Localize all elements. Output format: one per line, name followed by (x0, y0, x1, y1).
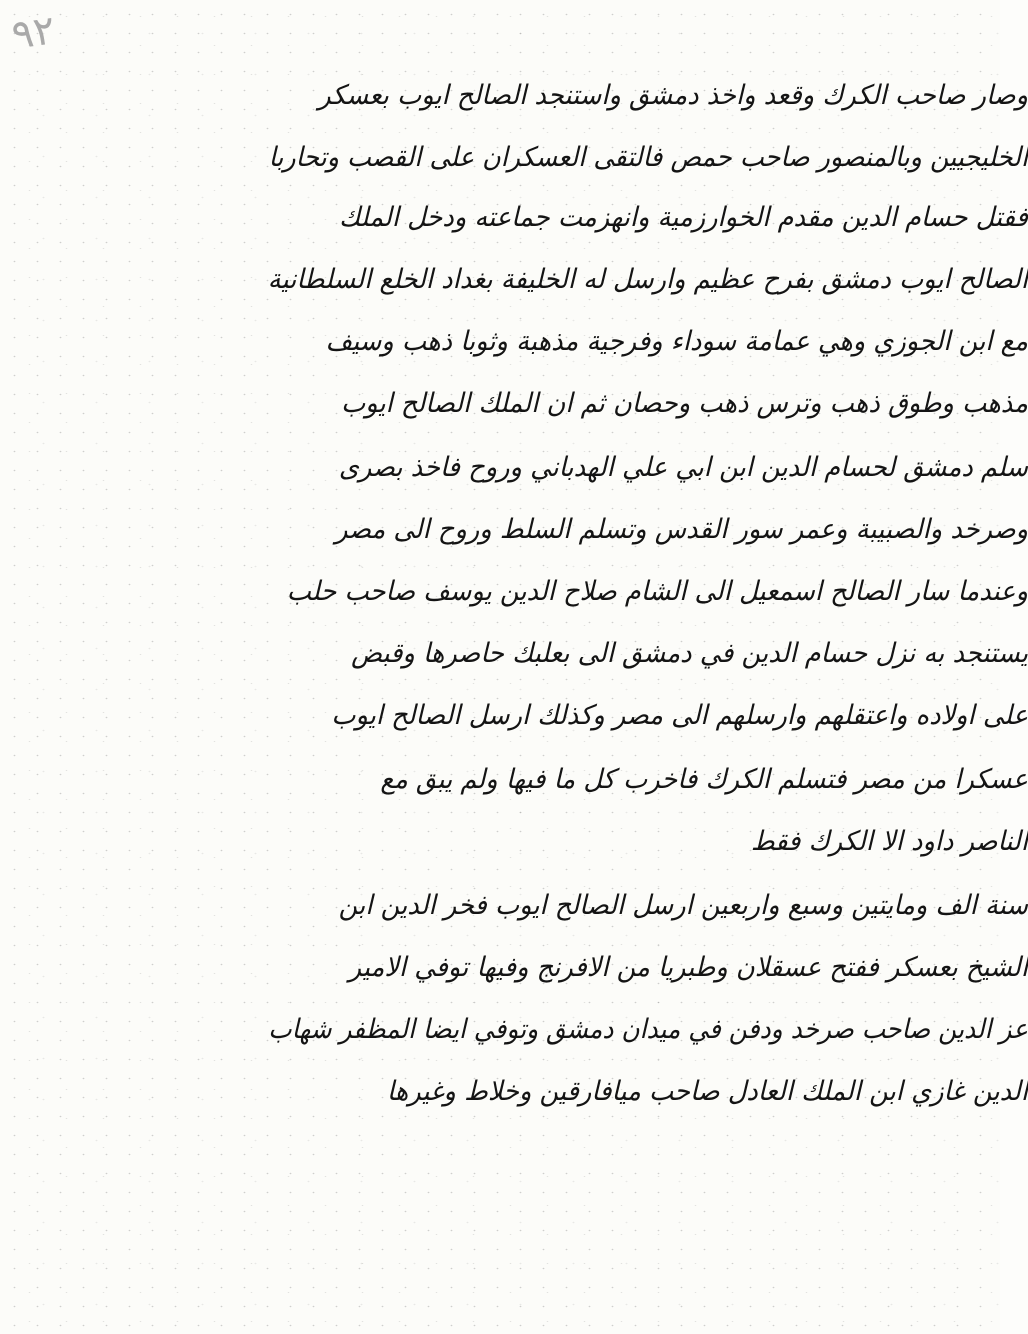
text-line-11: على اولاده واعتقلهم وارسلهم الى مصر وكذلك ارسل الصالح ايوب (331, 700, 1028, 731)
text-line-13: الناصر داود الا الكرك فقط (750, 826, 1028, 857)
text-line-15: الشيخ بعسكر ففتح عسقلان وطبريا من الافرنج وفيها توفي الامير (348, 952, 1028, 983)
text-line-17: الدين غازي ابن الملك العادل صاحب ميافارقين وخلاط وغيرها (386, 1076, 1028, 1107)
text-line-2: الخليجيين وبالمنصور صاحب حمص فالتقى العسكران على القصب وتحاربا (268, 142, 1028, 173)
text-line-6: مذهب وطوق ذهب وترس ذهب وحصان ثم ان الملك الصالح ايوب (341, 388, 1028, 419)
folio-number: ٩٢ (9, 7, 58, 59)
text-line-1: وصار صاحب الكرك وقعد واخذ دمشق واستنجد الصالح ايوب بعسكر (318, 80, 1028, 111)
text-line-16: عز الدين صاحب صرخد ودفن في ميدان دمشق وتوفي ايضا المظفر شهاب (268, 1014, 1028, 1045)
text-line-7: سلم دمشق لحسام الدين ابن ابي علي الهدباني وروح فاخذ بصرى (338, 452, 1028, 483)
text-line-8: وصرخد والصبيبة وعمر سور القدس وتسلم السلط وروح الى مصر (335, 514, 1028, 545)
text-line-5: مع ابن الجوزي وهي عمامة سوداء وفرجية مذهبة وثوبا ذهب وسيف (325, 326, 1028, 357)
text-line-9: وعندما سار الصالح اسمعيل الى الشام صلاح الدين يوسف صاحب حلب (286, 576, 1028, 607)
text-line-3: فقتل حسام الدين مقدم الخوارزمية وانهزمت جماعته ودخل الملك (339, 202, 1028, 233)
text-line-10: يستنجد به نزل حسام الدين في دمشق الى بعلبك حاصرها وقبض (351, 638, 1028, 669)
text-line-4: الصالح ايوب دمشق بفرح عظيم وارسل له الخليفة بغداد الخلع السلطانية (267, 264, 1028, 295)
text-line-14: سنة الف ومايتين وسبع واربعين ارسل الصالح ايوب فخر الدين ابن (338, 890, 1028, 921)
text-line-12: عسكرا من مصر فتسلم الكرك فاخرب كل ما فيها ولم يبق مع (380, 764, 1028, 795)
